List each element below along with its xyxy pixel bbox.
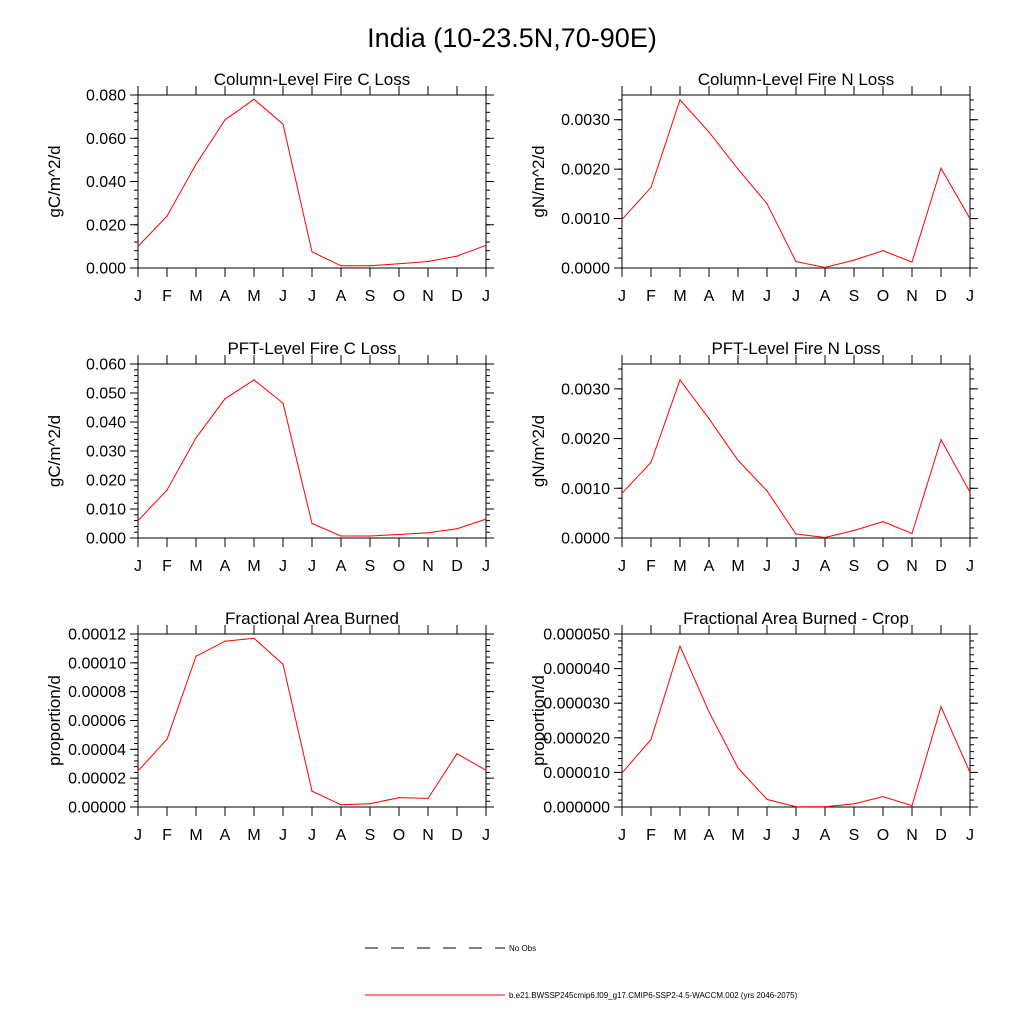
y-tick-label: 0.0030 xyxy=(561,112,610,130)
x-tick-label: J xyxy=(308,558,316,575)
x-tick-label: S xyxy=(848,827,860,844)
data-point xyxy=(650,462,651,463)
plot-frame xyxy=(138,95,486,268)
x-tick-label: J xyxy=(279,288,287,305)
data-point xyxy=(485,519,486,520)
x-tick-label: M xyxy=(731,288,745,305)
y-tick-label: 0.00004 xyxy=(68,741,126,759)
y-axis-label: gC/m^2/d xyxy=(45,145,64,218)
data-point xyxy=(766,799,767,800)
legend-model-label: b.e21.BWSSP245cmip6.f09_g17.CMIP6-SSP2-4.5-WACCM.002 (yrs 2046-2075) xyxy=(509,991,798,1000)
y-tick-label: 0.0000 xyxy=(561,260,610,278)
series-line-1 xyxy=(138,99,486,265)
data-point xyxy=(340,535,341,536)
data-point xyxy=(340,804,341,805)
chart-panel-3 xyxy=(45,339,494,575)
x-tick-label: J xyxy=(966,827,974,844)
x-tick-label: A xyxy=(703,558,715,575)
x-tick-label: J xyxy=(618,827,626,844)
data-point xyxy=(340,265,341,266)
x-tick-label: A xyxy=(335,288,347,305)
x-tick-label: J xyxy=(134,558,142,575)
y-axis-label: gN/m^2/d xyxy=(529,414,548,488)
data-point xyxy=(795,533,796,534)
x-tick-label: J xyxy=(618,288,626,305)
data-point xyxy=(911,533,912,534)
data-point xyxy=(650,739,651,740)
x-tick-label: J xyxy=(763,288,771,305)
y-tick-label: 0.000040 xyxy=(543,661,610,679)
data-point xyxy=(166,739,167,740)
x-tick-label: J xyxy=(279,558,287,575)
plot-frame xyxy=(622,364,970,538)
data-point xyxy=(398,797,399,798)
figure-title: India (10-23.5N,70-90E) xyxy=(367,23,657,53)
data-point xyxy=(766,203,767,204)
data-point xyxy=(224,119,225,120)
data-point xyxy=(679,99,680,100)
x-tick-label: M xyxy=(673,558,687,575)
x-tick-label: S xyxy=(848,558,860,575)
x-tick-label: J xyxy=(308,288,316,305)
x-tick-label: S xyxy=(364,558,376,575)
y-tick-label: 0.000030 xyxy=(543,695,610,713)
data-point xyxy=(969,492,970,493)
x-tick-label: M xyxy=(189,827,203,844)
y-axis-label: proportion/d xyxy=(529,675,548,766)
data-point xyxy=(911,261,912,262)
data-point xyxy=(137,770,138,771)
x-tick-label: M xyxy=(247,827,261,844)
data-point xyxy=(853,803,854,804)
data-point xyxy=(621,219,622,220)
chart-panel-4 xyxy=(529,339,978,575)
x-tick-label: M xyxy=(673,827,687,844)
data-point xyxy=(969,772,970,773)
x-tick-label: F xyxy=(646,827,656,844)
data-point xyxy=(940,706,941,707)
y-tick-label: 0.050 xyxy=(85,385,126,403)
x-tick-label: A xyxy=(703,827,715,844)
data-point xyxy=(166,490,167,491)
y-tick-label: 0.00008 xyxy=(68,684,126,702)
x-tick-label: N xyxy=(906,288,918,305)
x-tick-label: J xyxy=(482,558,490,575)
data-point xyxy=(940,439,941,440)
x-tick-label: D xyxy=(935,827,947,844)
data-point xyxy=(679,646,680,647)
x-tick-label: J xyxy=(482,827,490,844)
data-point xyxy=(824,537,825,538)
x-tick-label: A xyxy=(335,558,347,575)
data-point xyxy=(650,187,651,188)
x-tick-label: M xyxy=(189,558,203,575)
x-tick-label: D xyxy=(451,558,463,575)
x-tick-label: J xyxy=(792,558,800,575)
x-tick-label: O xyxy=(876,558,890,575)
x-tick-label: N xyxy=(422,288,434,305)
x-tick-label: A xyxy=(819,558,831,575)
x-tick-label: J xyxy=(279,827,287,844)
x-tick-label: A xyxy=(819,288,831,305)
series-line-1 xyxy=(138,380,486,536)
y-tick-label: 0.000020 xyxy=(543,730,610,748)
x-tick-label: O xyxy=(876,288,890,305)
x-tick-label: O xyxy=(392,288,406,305)
chart-title: Fractional Area Burned xyxy=(225,609,399,628)
chart-title: PFT-Level Fire N Loss xyxy=(711,339,881,358)
data-point xyxy=(427,532,428,533)
y-tick-label: 0.0010 xyxy=(561,211,610,229)
x-tick-label: O xyxy=(392,558,406,575)
x-tick-label: J xyxy=(792,288,800,305)
chart-panel-5 xyxy=(45,609,494,844)
y-tick-label: 0.0010 xyxy=(561,480,610,498)
data-point xyxy=(737,767,738,768)
data-point xyxy=(911,805,912,806)
plot-frame xyxy=(622,634,970,807)
x-tick-label: F xyxy=(162,558,172,575)
chart-title: Column-Level Fire C Loss xyxy=(213,70,411,89)
y-tick-label: 0.0000 xyxy=(561,530,610,548)
chart-panel-6 xyxy=(529,609,978,844)
y-tick-label: 0.00002 xyxy=(68,770,126,788)
data-point xyxy=(137,246,138,247)
x-tick-label: O xyxy=(876,827,890,844)
y-tick-label: 0.040 xyxy=(85,414,126,432)
x-tick-label: A xyxy=(703,288,715,305)
x-tick-label: F xyxy=(162,827,172,844)
x-tick-label: N xyxy=(906,827,918,844)
data-point xyxy=(398,534,399,535)
y-axis-label: gC/m^2/d xyxy=(45,414,64,488)
data-point xyxy=(485,245,486,246)
y-tick-label: 0.00010 xyxy=(68,655,126,673)
x-tick-label: A xyxy=(219,827,231,844)
x-tick-label: J xyxy=(792,827,800,844)
x-tick-label: D xyxy=(935,558,947,575)
data-point xyxy=(166,216,167,217)
data-point xyxy=(940,168,941,169)
data-point xyxy=(224,641,225,642)
data-point xyxy=(398,263,399,264)
data-point xyxy=(137,520,138,521)
series-line-1 xyxy=(622,646,970,807)
x-tick-label: A xyxy=(219,558,231,575)
data-point xyxy=(456,528,457,529)
data-point xyxy=(621,772,622,773)
data-point xyxy=(195,164,196,165)
data-point xyxy=(708,418,709,419)
x-tick-label: M xyxy=(247,288,261,305)
data-point xyxy=(882,796,883,797)
x-tick-label: F xyxy=(162,288,172,305)
series-line-1 xyxy=(138,638,486,805)
data-point xyxy=(621,493,622,494)
data-point xyxy=(456,753,457,754)
x-tick-label: J xyxy=(763,827,771,844)
data-point xyxy=(969,218,970,219)
x-tick-label: F xyxy=(646,288,656,305)
x-tick-label: J xyxy=(966,288,974,305)
y-tick-label: 0.060 xyxy=(85,130,126,148)
x-tick-label: D xyxy=(451,288,463,305)
y-tick-label: 0.020 xyxy=(85,472,126,490)
data-point xyxy=(737,169,738,170)
data-point xyxy=(282,403,283,404)
y-tick-label: 0.0020 xyxy=(561,431,610,449)
x-tick-label: N xyxy=(422,827,434,844)
data-point xyxy=(708,131,709,132)
x-tick-label: M xyxy=(673,288,687,305)
y-tick-label: 0.010 xyxy=(85,501,126,519)
data-point xyxy=(853,530,854,531)
x-tick-label: O xyxy=(392,827,406,844)
y-tick-label: 0.0030 xyxy=(561,381,610,399)
chart-title: Fractional Area Burned - Crop xyxy=(683,609,909,628)
series-line-1 xyxy=(622,100,970,268)
data-point xyxy=(253,638,254,639)
x-tick-label: M xyxy=(189,288,203,305)
x-tick-label: J xyxy=(966,558,974,575)
x-tick-label: A xyxy=(219,288,231,305)
x-tick-label: N xyxy=(422,558,434,575)
data-point xyxy=(679,379,680,380)
data-point xyxy=(282,124,283,125)
x-tick-label: J xyxy=(134,827,142,844)
x-tick-label: A xyxy=(819,827,831,844)
data-point xyxy=(224,398,225,399)
chart-panel-2 xyxy=(529,70,978,305)
data-point xyxy=(369,803,370,804)
y-tick-label: 0.0020 xyxy=(561,161,610,179)
data-point xyxy=(766,490,767,491)
x-tick-label: F xyxy=(646,558,656,575)
data-point xyxy=(795,806,796,807)
x-tick-label: M xyxy=(731,827,745,844)
data-point xyxy=(369,265,370,266)
data-point xyxy=(456,256,457,257)
x-tick-label: J xyxy=(482,288,490,305)
data-point xyxy=(853,259,854,260)
x-tick-label: D xyxy=(935,288,947,305)
chart-panel-1 xyxy=(45,70,494,305)
data-point xyxy=(311,251,312,252)
y-tick-label: 0.040 xyxy=(85,174,126,191)
data-point xyxy=(824,267,825,268)
data-point xyxy=(311,523,312,524)
y-tick-label: 0.000050 xyxy=(543,626,610,644)
data-point xyxy=(882,250,883,251)
data-point xyxy=(795,261,796,262)
x-tick-label: J xyxy=(763,558,771,575)
x-tick-label: M xyxy=(731,558,745,575)
y-tick-label: 0.030 xyxy=(85,443,126,461)
y-axis-label: gN/m^2/d xyxy=(529,145,548,218)
chart-title: Column-Level Fire N Loss xyxy=(697,70,895,89)
x-tick-label: J xyxy=(308,827,316,844)
data-point xyxy=(824,806,825,807)
x-tick-label: S xyxy=(364,288,376,305)
y-tick-label: 0.080 xyxy=(85,87,126,105)
data-point xyxy=(427,261,428,262)
y-tick-label: 0.00006 xyxy=(68,713,126,730)
y-axis-label: proportion/d xyxy=(45,675,64,766)
x-tick-label: S xyxy=(848,288,860,305)
y-tick-label: 0.000 xyxy=(85,260,126,278)
data-point xyxy=(882,521,883,522)
x-tick-label: D xyxy=(451,827,463,844)
x-tick-label: J xyxy=(618,558,626,575)
x-tick-label: M xyxy=(247,558,261,575)
data-point xyxy=(427,798,428,799)
y-tick-label: 0.020 xyxy=(85,217,126,235)
data-point xyxy=(737,460,738,461)
x-tick-label: N xyxy=(906,558,918,575)
plot-frame xyxy=(138,634,486,807)
data-point xyxy=(253,99,254,100)
chart-title: PFT-Level Fire C Loss xyxy=(227,339,397,358)
series-line-1 xyxy=(622,380,970,538)
data-point xyxy=(282,664,283,665)
data-point xyxy=(708,711,709,712)
y-tick-label: 0.000000 xyxy=(543,799,610,817)
y-tick-label: 0.000010 xyxy=(543,764,610,782)
x-tick-label: A xyxy=(335,827,347,844)
y-tick-label: 0.00012 xyxy=(68,626,126,644)
data-point xyxy=(253,379,254,380)
data-point xyxy=(311,791,312,792)
y-tick-label: 0.060 xyxy=(85,356,126,374)
data-point xyxy=(485,770,486,771)
data-point xyxy=(369,535,370,536)
y-tick-label: 0.00000 xyxy=(68,799,126,817)
x-tick-label: J xyxy=(134,288,142,305)
plot-frame xyxy=(138,364,486,538)
y-tick-label: 0.000 xyxy=(85,530,126,548)
data-point xyxy=(195,437,196,438)
data-point xyxy=(195,656,196,657)
legend-obs-label: No Obs xyxy=(509,944,537,953)
x-tick-label: S xyxy=(364,827,376,844)
